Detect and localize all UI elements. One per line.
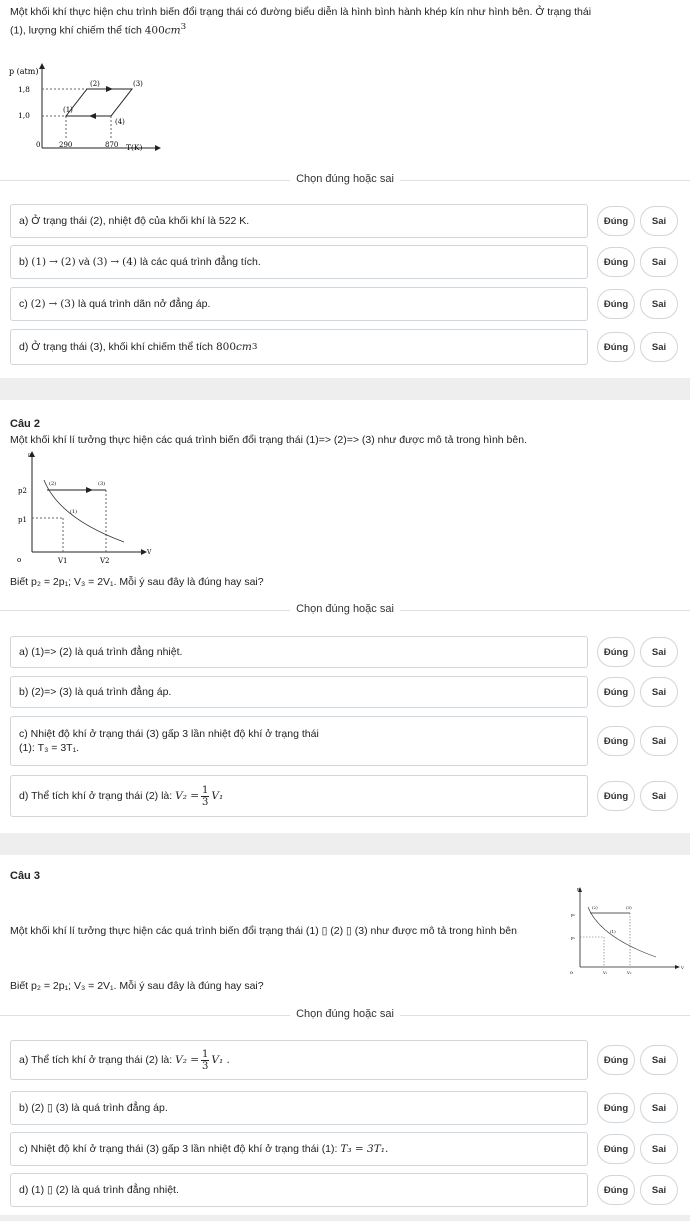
q1-b-false-button[interactable]: Sai — [640, 247, 678, 277]
q3-point-1: (1) — [610, 929, 616, 934]
q1-d-true-button[interactable]: Đúng — [597, 332, 635, 362]
q3-a-fraction: $\frac{1}{3}$ — [202, 1048, 209, 1072]
q2-y-tick-p2: p2 — [18, 487, 27, 495]
q1-x-tick-0: 0 — [36, 141, 41, 149]
q2-item-d-statement: d) Thể tích khí ở trạng thái (2) là: V₂ = $\frac{1}{3}$ V₁ — [10, 775, 588, 817]
q2-choose-divider: Chọn đúng hoặc sai — [0, 603, 690, 617]
q2-item-c-statement: c) Nhiệt độ khí ở trạng thái (3) gấp 3 lần nhiệt độ khí ở trạng thái (1): T₃ = 3T₁. — [10, 716, 588, 766]
q2-point-1: (1) — [70, 509, 78, 515]
q3-item-c-statement: c) Nhiệt độ khí ở trạng thái (3) gấp 3 lần nhiệt độ khí ở trạng thái (1): T₃ = 3T₁. — [10, 1132, 588, 1166]
q1-item-b — [10, 245, 680, 279]
q1-x-tick-870: 870 — [105, 141, 119, 149]
q3-item-d-statement: d) (1) ▯ (2) là quá trình đẳng nhiệt. — [10, 1173, 588, 1207]
q2-item-b — [10, 676, 680, 708]
q2-x-axis-label: V — [147, 549, 152, 556]
q3-a-true-button[interactable]: Đúng — [597, 1045, 635, 1075]
q3-c-false-button[interactable]: Sai — [640, 1134, 678, 1164]
q1-b-true-button[interactable]: Đúng — [597, 247, 635, 277]
q1-pt-graph — [8, 60, 168, 160]
q2-x-tick-v2: V2 — [100, 557, 110, 565]
q2-item-d — [10, 775, 680, 817]
q2-point-2: (2) — [49, 481, 57, 487]
q2-a-true-button[interactable]: Đúng — [597, 637, 635, 667]
q2-c-true-button[interactable]: Đúng — [597, 726, 635, 756]
q3-origin: o — [570, 970, 574, 975]
question-2-card — [0, 400, 690, 833]
q2-b-true-button[interactable]: Đúng — [597, 677, 635, 707]
q1-item-c-statement: c) (2) → (3) là quá trình dãn nở đẳng áp. — [10, 287, 588, 321]
q2-y-tick-p1: p1 — [18, 516, 27, 524]
q1-point-3: (3) — [133, 80, 143, 88]
q1-y-tick-1-0: 1,0 — [18, 111, 30, 120]
q2-d-fraction: $\frac{1}{3}$ — [202, 784, 209, 808]
q2-title: Câu 2 — [10, 418, 40, 430]
q2-a-false-button[interactable]: Sai — [640, 637, 678, 667]
q1-item-a-statement: a) Ở trạng thái (2), nhiệt độ của khối khí là 522 K. — [10, 204, 588, 238]
q1-d-false-button[interactable]: Sai — [640, 332, 678, 362]
q3-a-false-button[interactable]: Sai — [640, 1045, 678, 1075]
q1-item-b-statement: b) (1) → (2) và (3) → (4) là các quá trình đẳng tích. — [10, 245, 588, 279]
q3-x-tick-v1: V₁ — [603, 970, 608, 975]
q2-item-a-statement: a) (1)=> (2) là quá trình đẳng nhiệt. — [10, 636, 588, 668]
q1-a-false-button[interactable]: Sai — [640, 206, 678, 236]
q1-x-tick-290: 290 — [59, 141, 73, 149]
q1-item-c — [10, 287, 680, 321]
q3-d-true-button[interactable]: Đúng — [597, 1175, 635, 1205]
q1-intro: Một khối khí thực hiện chu trình biến đổi trạng thái có đường biểu diễn là hình bình hành khép kín như hình bên. Ở trạng thái (1), lượng khí chiếm thể tích $400cm^3$ — [10, 6, 592, 37]
q3-y-tick-p1: p₁ — [571, 935, 576, 940]
q1-item-d-statement: d) Ở trạng thái (3), khối khí chiếm thể tích 800 cm 3 — [10, 329, 588, 365]
q2-item-c — [10, 716, 680, 766]
q3-x-tick-v2: V₂ — [627, 970, 632, 975]
question-1-card — [0, 0, 690, 378]
q2-d-true-button[interactable]: Đúng — [597, 781, 635, 811]
q3-point-2: (2) — [592, 905, 598, 910]
q2-pv-graph — [14, 450, 154, 565]
q2-item-a — [10, 636, 680, 668]
q2-item-b-statement: b) (2)=> (3) là quá trình đẳng áp. — [10, 676, 588, 708]
q3-c-true-button[interactable]: Đúng — [597, 1134, 635, 1164]
q3-d-false-button[interactable]: Sai — [640, 1175, 678, 1205]
q3-point-3: (3) — [626, 905, 632, 910]
q2-given: Biết p₂ = 2p₁; V₃ = 2V₁. Mỗi ý sau đây là đúng hay sai? — [10, 576, 264, 588]
q3-item-a — [10, 1040, 680, 1080]
q3-b-true-button[interactable]: Đúng — [597, 1093, 635, 1123]
q1-point-4: (4) — [115, 118, 125, 126]
q1-y-tick-1-8: 1,8 — [18, 85, 30, 94]
q1-c-false-button[interactable]: Sai — [640, 289, 678, 319]
q3-item-c — [10, 1132, 680, 1166]
q1-a-true-button[interactable]: Đúng — [597, 206, 635, 236]
question-3-card — [0, 855, 690, 1215]
q2-d-false-button[interactable]: Sai — [640, 781, 678, 811]
q3-item-d — [10, 1173, 680, 1207]
q1-point-1: (1) — [63, 106, 73, 114]
q2-y-axis-label: p — [28, 452, 32, 458]
q1-choose-divider: Chọn đúng hoặc sai — [0, 173, 690, 187]
q2-c-false-button[interactable]: Sai — [640, 726, 678, 756]
q1-point-2: (2) — [90, 80, 100, 88]
q3-item-b — [10, 1091, 680, 1125]
q3-given: Biết p₂ = 2p₁; V₃ = 2V₁. Mỗi ý sau đây là đúng hay sai? — [10, 980, 264, 992]
q1-item-a — [10, 204, 680, 238]
q1-c-true-button[interactable]: Đúng — [597, 289, 635, 319]
q2-origin: o — [17, 556, 22, 564]
q2-point-3: (3) — [98, 481, 106, 487]
q1-x-axis-label: T(K) — [126, 143, 143, 152]
q3-y-tick-p2: p₂ — [571, 912, 576, 917]
q3-item-a-statement: a) Thể tích khí ở trạng thái (2) là: V₂ = $\frac{1}{3}$ V₁ . — [10, 1040, 588, 1080]
q3-x-axis-label: V — [681, 965, 684, 970]
q2-x-tick-v1: V1 — [58, 557, 68, 565]
q3-pv-graph — [566, 885, 686, 975]
q1-item-d — [10, 329, 680, 365]
q3-item-b-statement: b) (2) ▯ (3) là quá trình đẳng áp. — [10, 1091, 588, 1125]
q3-intro: Một khối khí lí tưởng thực hiện các quá trình biến đổi trạng thái (1) ▯ (2) ▯ (3) như được mô tả trong hình bên — [10, 925, 517, 937]
q3-y-axis-label: p — [577, 886, 580, 891]
q2-intro: Một khối khí lí tưởng thực hiện các quá trình biến đổi trạng thái (1)=> (2)=> (3) như được mô tả trong hình bên. — [10, 434, 527, 446]
q2-b-false-button[interactable]: Sai — [640, 677, 678, 707]
q3-title: Câu 3 — [10, 870, 40, 882]
q3-b-false-button[interactable]: Sai — [640, 1093, 678, 1123]
q3-choose-divider: Chọn đúng hoặc sai — [0, 1008, 690, 1022]
q1-y-axis-label: p (atm) — [9, 67, 39, 76]
